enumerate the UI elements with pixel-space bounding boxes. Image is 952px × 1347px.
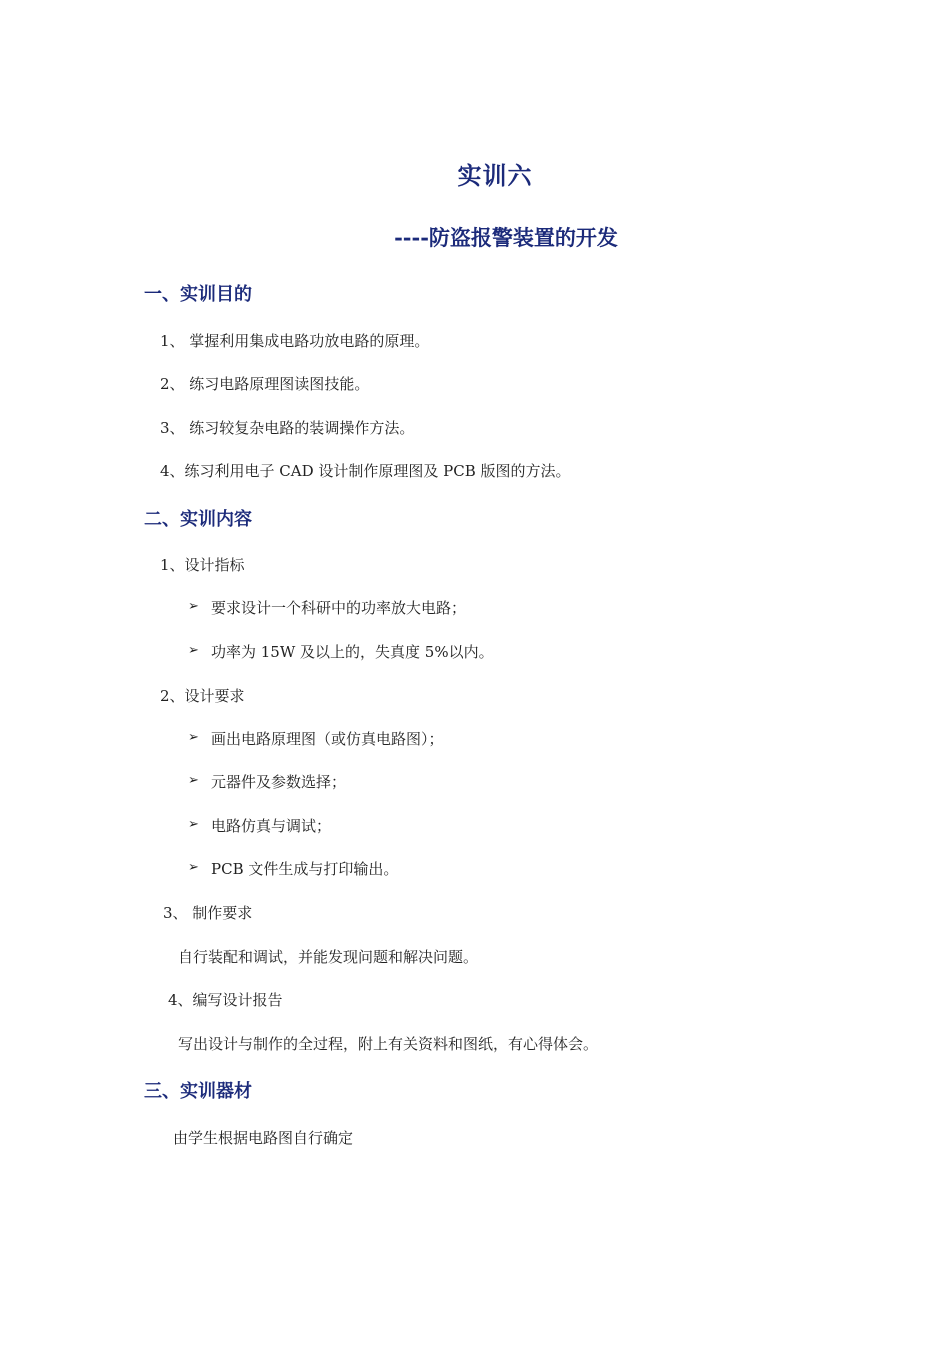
spec-bullet-1: 要求设计一个科研中的功率放大电路； xyxy=(211,599,467,617)
purpose-item-1: 1、 掌握利用集成电路功放电路的原理。 xyxy=(160,332,430,350)
req-bullet-2: 元器件及参数选择； xyxy=(211,773,347,791)
arrow-bullet-icon: ➢ xyxy=(188,860,199,875)
content-sub-label-3: 3、 制作要求 xyxy=(163,904,253,922)
req-bullet-3: 电路仿真与调试； xyxy=(211,817,332,835)
page-subtitle: ----防盗报警装置的开发 xyxy=(394,225,618,250)
spec-bullet-2: 功率为 15W 及以上的，失真度 5%以内。 xyxy=(211,643,494,661)
content-sub-text-4: 写出设计与制作的全过程，附上有关资料和图纸，有心得体会。 xyxy=(178,1035,599,1053)
purpose-item-4: 4、练习利用电子 CAD 设计制作原理图及 PCB 版图的方法。 xyxy=(160,462,571,480)
arrow-bullet-icon: ➢ xyxy=(188,817,199,832)
content-sub-label-2: 2、设计要求 xyxy=(160,687,245,705)
arrow-bullet-icon: ➢ xyxy=(188,773,199,788)
section-heading-equipment: 三、实训器材 xyxy=(144,1081,252,1102)
section-heading-content: 二、实训内容 xyxy=(144,509,252,530)
section-heading-purpose: 一、实训目的 xyxy=(144,284,252,305)
page-title: 实训六 xyxy=(457,161,533,190)
arrow-bullet-icon: ➢ xyxy=(188,730,199,745)
arrow-bullet-icon: ➢ xyxy=(188,599,199,614)
content-sub-label-1: 1、设计指标 xyxy=(160,556,245,574)
content-sub-text-3: 自行装配和调试，并能发现问题和解决问题。 xyxy=(178,948,479,966)
equipment-text: 由学生根据电路图自行确定 xyxy=(173,1129,354,1147)
purpose-item-3: 3、 练习较复杂电路的装调操作方法。 xyxy=(160,419,415,437)
content-sub-label-4: 4、编写设计报告 xyxy=(168,991,283,1009)
purpose-item-2: 2、 练习电路原理图读图技能。 xyxy=(160,375,370,393)
req-bullet-1: 画出电路原理图（或仿真电路图）； xyxy=(211,730,444,748)
arrow-bullet-icon: ➢ xyxy=(188,643,199,658)
req-bullet-4: PCB 文件生成与打印输出。 xyxy=(211,860,399,878)
